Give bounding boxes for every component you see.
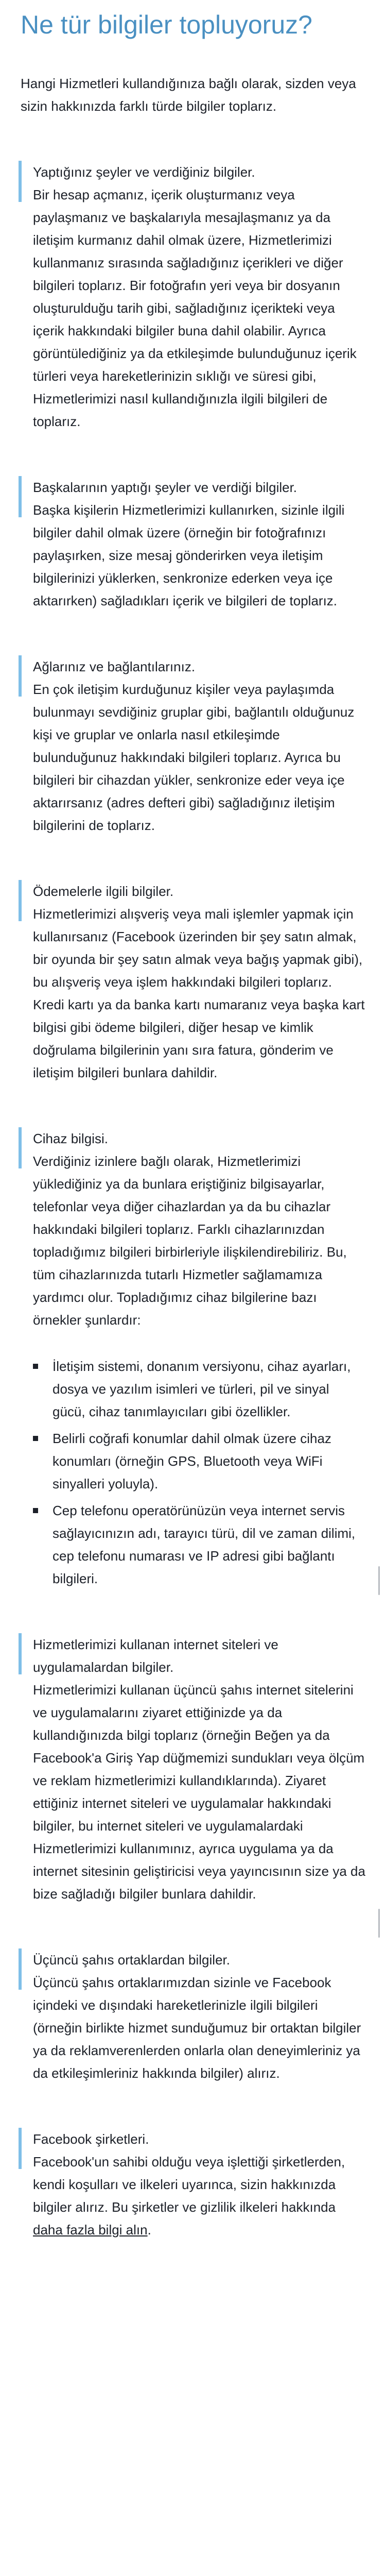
- section-body-text: Facebook'un sahibi olduğu veya işlettiği şirketlerden, kendi koşulları ve ilkeleri uyarınca, sizin hakkınızda bilgiler alırız. Bu şirketler ve gizlilik ilkeleri hakkında: [33, 2154, 345, 2215]
- list-item: Cep telefonu operatörünüzün veya internet servis sağlayıcınızın adı, tarayıcı türü, dil ve zaman dilimi, cep telefonu numarası ve IP adresi gibi bağlantı bilgileri.: [52, 1499, 365, 1590]
- section-device-info: [19, 1127, 365, 1590]
- intro-paragraph: Hangi Hizmetleri kullandığınıza bağlı olarak, sizden veya sizin hakkınızda farklı türde bilgiler toplarız.: [21, 76, 356, 114]
- scrollbar-thumb[interactable]: [378, 1566, 380, 1595]
- section-heading: Ödemelerle ilgili bilgiler.: [33, 884, 174, 899]
- list-item: İletişim sistemi, donanım versiyonu, cihaz ayarları, dosya ve yazılım isimleri ve türleri, pil ve sinyal gücü, cihaz tanımlayıcıları gibi özellikler.: [52, 1355, 365, 1423]
- section-heading: Facebook şirketleri.: [33, 2131, 149, 2147]
- section-body-end: .: [147, 2222, 151, 2238]
- list-item: Belirli coğrafi konumlar dahil olmak üzere cihaz konumları (örneğin GPS, Bluetooth veya WiFi sinyalleri yoluyla).: [52, 1427, 365, 1495]
- section-body: Verdiğiniz izinlere bağlı olarak, Hizmetlerimizi yüklediğiniz ya da bunlara eriştiğiniz bilgisayarlar, telefonlar veya diğer cihazlardan ya da bu cihazlar hakkındaki bilgileri toplarız. Farklı cihazlarınızdan topladığımız bilgileri birbirleriyle ilişkilendirebiliriz. Bu, tüm cihazlarınızda tutarlı Hizmetler sağlamamıza yardımcı olur. Topladığımız cihaz bilgilerine bazı örnekler şunlardır:: [33, 1154, 347, 1328]
- section-networks-connections: [19, 655, 365, 837]
- section-heading: Hizmetlerimizi kullanan internet siteleri ve uygulamalardan bilgiler.: [33, 1637, 278, 1675]
- section-accent-bar: [19, 476, 22, 517]
- section-heading: Yaptığınız şeyler ve verdiğiniz bilgiler.: [33, 164, 255, 180]
- section-accent-bar: [19, 1948, 22, 1990]
- section-accent-bar: [19, 2128, 22, 2169]
- section-accent-bar: [19, 1127, 22, 1168]
- section-third-party: [19, 1948, 365, 2084]
- section-heading: Cihaz bilgisi.: [33, 1131, 108, 1146]
- section-body: Başka kişilerin Hizmetlerimizi kullanırken, sizinle ilgili bilgiler dahil olmak üzere (örneğin bir fotoğrafınızı paylaşırken, size mesaj gönderirken veya iletişim bilgilerinizi yüklerken, senkronize ederken veya içe aktarırken) sağladıkları içerik ve bilgileri de toplarız.: [33, 502, 345, 608]
- page-title: Ne tür bilgiler topluyoruz?: [21, 10, 312, 39]
- scrollbar-thumb[interactable]: [378, 1909, 380, 1938]
- section-heading: Başkalarının yaptığı şeyler ve verdiği bilgiler.: [33, 480, 297, 495]
- section-accent-bar: [19, 161, 22, 202]
- section-body: En çok iletişim kurduğunuz kişiler veya paylaşımda bulunmayı sevdiğiniz gruplar gibi, bağlantılı olduğunuz kişi ve gruplar ve onlarla nasıl etkileşimde bulunduğunuz hakkındaki bilgileri toplarız. Ayrıca bu bilgileri bir cihazdan yükler, senkronize eder veya içe aktarırsanız (adres defteri gibi) sağladığınız iletişim bilgilerini de toplarız.: [33, 682, 355, 833]
- section-payments: [19, 880, 365, 1084]
- section-accent-bar: [19, 1633, 22, 1674]
- section-heading: Üçüncü şahıs ortaklardan bilgiler.: [33, 1952, 230, 1968]
- section-body: Üçüncü şahıs ortaklarımızdan sizinle ve Facebook içindeki ve dışındaki hareketlerinizle ilgili bilgileri (örneğin birlikte hizmet sunduğumuz bir ortaktan bilgiler ya da reklamverenlerden onlarla olan deneyimleriniz ya da etkileşimleriniz hakkında bilgiler) alırız.: [33, 1975, 361, 2081]
- section-facebook-companies: [19, 2128, 365, 2241]
- section-body: Hizmetlerimizi alışveriş veya mali işlemler yapmak için kullanırsanız (Facebook üzerinden bir şey satın almak, bir oyunda bir şey satın almak veya bağış yapmak gibi), bu alışveriş veya işlem hakkındaki bilgileri toplarız. Kredi kartı ya da banka kartı numaranız veya başka kart bilgisi gibi ödeme bilgileri, diğer hesap ve kimlik doğrulama bilgilerinin yanı sıra fatura, gönderim ve iletişim bilgileri bunlara dahildir.: [33, 906, 365, 1080]
- section-body: [33, 2150, 365, 2241]
- device-info-list: [33, 1355, 365, 1590]
- section-accent-bar: [19, 880, 22, 921]
- section-sites-apps: [19, 1633, 365, 1905]
- section-things-you-do: [19, 161, 365, 433]
- section-things-others-do: [19, 476, 365, 612]
- learn-more-link[interactable]: daha fazla bilgi alın: [33, 2222, 148, 2238]
- section-body: Hizmetlerimizi kullanan üçüncü şahıs internet sitelerini ve uygulamalarını ziyaret ettiğinizde ya da kullandığınızda bilgi toplarız (örneğin Beğen ya da Facebook'a Giriş Yap düğmemizi sundukları veya ölçüm ve reklam hizmetlerimizi kullandıklarında). Ziyaret ettiğiniz internet siteleri ve uygulamalar hakkındaki bilgiler, bu internet siteleri ve uygulamalardaki Hizmetlerimizi kullanımınız, ayrıca uygulama ya da internet sitesinin geliştiricisi veya yayıncısının size ya da bize sağladığı bilgiler bunlara dahildir.: [33, 1682, 365, 1902]
- section-body: Bir hesap açmanız, içerik oluşturmanız veya paylaşmanız ve başkalarıyla mesajlaşmanız ya da iletişim kurmanız dahil olmak üzere, Hizmetlerimizi kullanmanız sırasında sağladığınız içerikleri ve diğer bilgileri toplarız. Bir fotoğrafın yeri veya bir dosyanın oluşturulduğu tarih gibi, sağladığınız içerikteki veya içerik hakkındaki bilgiler buna dahil olabilir. Ayrıca görüntülediğiniz ya da etkileşimde bulunduğunuz içerik türleri veya hareketlerinizin sıklığı ve süresi gibi, Hizmetlerimizi nasıl kullandığınızla ilgili bilgileri de toplarız.: [33, 187, 357, 429]
- section-heading: Ağlarınız ve bağlantılarınız.: [33, 659, 196, 674]
- section-accent-bar: [19, 655, 22, 697]
